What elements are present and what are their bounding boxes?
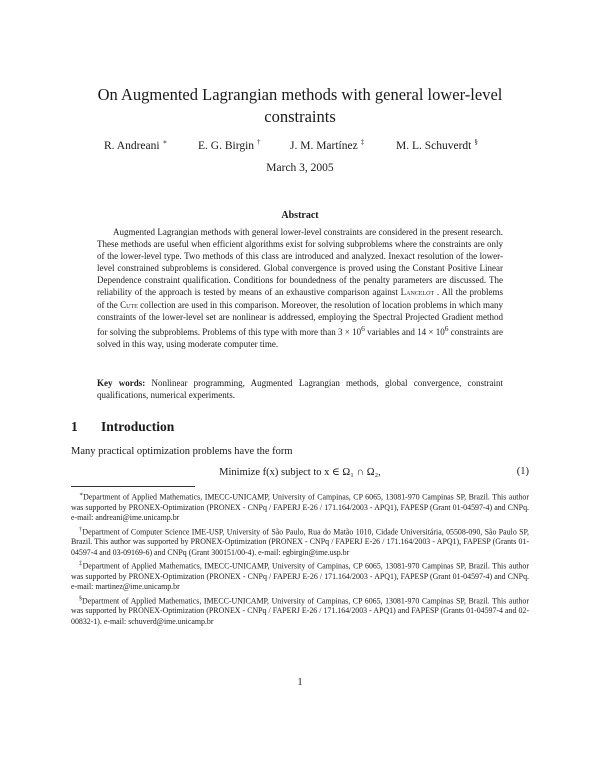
footnote-mark: §: [79, 595, 82, 602]
footnote-text: Department of Applied Mathematics, IMECC-UNICAMP, University of Campinas, CP 6065, 13081-970 Campinas SP, Brazil. This author was supported by PRONEX-Optimization (PRONEX - CNPq / FAPERJ E-26 / 171.164/2003 - APQ1), FAPESP (Grant 01-04597-4) and CNPq. e-mail: martinez@ime.unicamp.br: [71, 561, 529, 592]
exponent-2: 6: [444, 323, 449, 333]
footnote-text: Department of Applied Mathematics, IMECC-UNICAMP, University of Campinas, CP 6065, 13081-970 Campinas SP, Brazil. This author was supported by PRONEX-Optimization (PRONEX - CNPq / FAPERJ E-26 / 171.164/2003 - APQ1), FAPESP (Grant 01-04597-4) and CNPq. e-mail: andreani@ime.unicamp.br: [71, 492, 529, 523]
keywords: [97, 377, 503, 401]
author-2: [198, 138, 261, 152]
footnote-text: Department of Computer Science IME-USP, University of São Paulo, Rua do Matão 1010, Cidade Universitária, 05508-090, São Paulo SP, Brazil. This author was supported by PRONEX-Optimization (PRONEX - CNPq / FAPERJ E-26 / 171.164/2003 - APQ1), FAPESP (Grants 01-04597-4 and 03-09169-6) and CNPq (Grant 300151/00-4). e-mail: egbirgin@ime.usp.br: [71, 527, 530, 557]
cute-name: Cute: [120, 299, 138, 310]
footnote-2: [71, 525, 529, 559]
author-name: E. G. Birgin: [198, 139, 255, 152]
keywords-text: Nonlinear programming, Augmented Lagrangian methods, global convergence, constraint qualifications, numerical experiments.: [97, 378, 503, 401]
footnote-mark: †: [257, 138, 261, 146]
author-name: R. Andreani: [104, 139, 160, 152]
abstract-text-3: collection are used in this comparison. Moreover, the resolution of location problems in which many constraints of the lower-level set are nonlinear is addressed, employing the Spectral Projected Gradient method for solving the subproblems. Problems of this type with more than 3 × 10: [97, 299, 503, 337]
abstract-text-2: . All the problems of the: [97, 287, 504, 310]
author-3: [290, 138, 364, 152]
paper-title: On Augmented Lagrangian methods with general lower-level constraints: [97, 85, 503, 126]
footnote-text: Department of Applied Mathematics, IMECC-UNICAMP, University of Campinas, CP 6065, 13081-970 Campinas SP, Brazil. This author was supported by PRONEX-Optimization (PRONEX - CNPq / FAPERJ E-26 / 171.164/2003 - APQ1) and FAPESP (Grants 01-04597-4 and 02-00832-1). e-mail: schuverd@ime.unicamp.br: [71, 596, 529, 626]
intro-paragraph: Many practical optimization problems have the form: [71, 446, 293, 457]
footnote-mark: ∗: [79, 492, 84, 498]
footnote-mark: §: [474, 138, 478, 146]
section-heading: [71, 419, 174, 435]
footnotes: [71, 490, 529, 628]
keywords-label: Key words:: [97, 378, 146, 388]
footnote-3: [71, 559, 529, 593]
lancelot-name: Lancelot: [400, 287, 435, 298]
footnote-mark: ‡: [360, 138, 365, 146]
footnote-mark: †: [79, 526, 83, 533]
abstract-text-1: Augmented Lagrangian methods with general lower-level constraints are considered in the present research. These methods are useful when efficient algorithms exist for solving subproblems where the constraints are only of the lower-level type. Two methods of this class are introduced and analyzed. Inexact resolution of the lower-level constrained subproblems is considered. Global convergence is proved using the Constant Positive Linear Dependence constraint qualification. Conditions for boundedness of the penalty parameters are discussed. The reliability of the approach is tested by means of an exhaustive comparison against: [97, 227, 503, 298]
exponent-1: 6: [361, 323, 365, 333]
page-number: 1: [297, 677, 303, 688]
abstract-text-5: constraints are solved in this way, using moderate computer time.: [97, 326, 504, 349]
equation-number: (1): [516, 466, 529, 477]
footnote-rule: [71, 486, 195, 487]
section-number: 1: [71, 419, 78, 434]
footnote-4: [71, 594, 529, 628]
footnote-1: [71, 490, 529, 524]
equation-body: Minimize f(x) subject to x ∈ Ω₁ ∩ Ω₂,: [219, 467, 381, 478]
footnote-mark: ‡: [79, 561, 83, 568]
abstract-text-4: variables and 14 × 10: [367, 326, 445, 337]
author-4: [396, 138, 478, 152]
abstract-body: [97, 226, 503, 350]
author-name: M. L. Schuverdt: [396, 139, 472, 152]
author-name: J. M. Martínez: [290, 139, 358, 152]
section-title: Introduction: [101, 419, 175, 434]
abstract-heading: Abstract: [281, 210, 319, 221]
footnote-mark: ∗: [162, 138, 168, 146]
author-1: [104, 138, 167, 152]
paper-date: March 3, 2005: [266, 162, 334, 174]
